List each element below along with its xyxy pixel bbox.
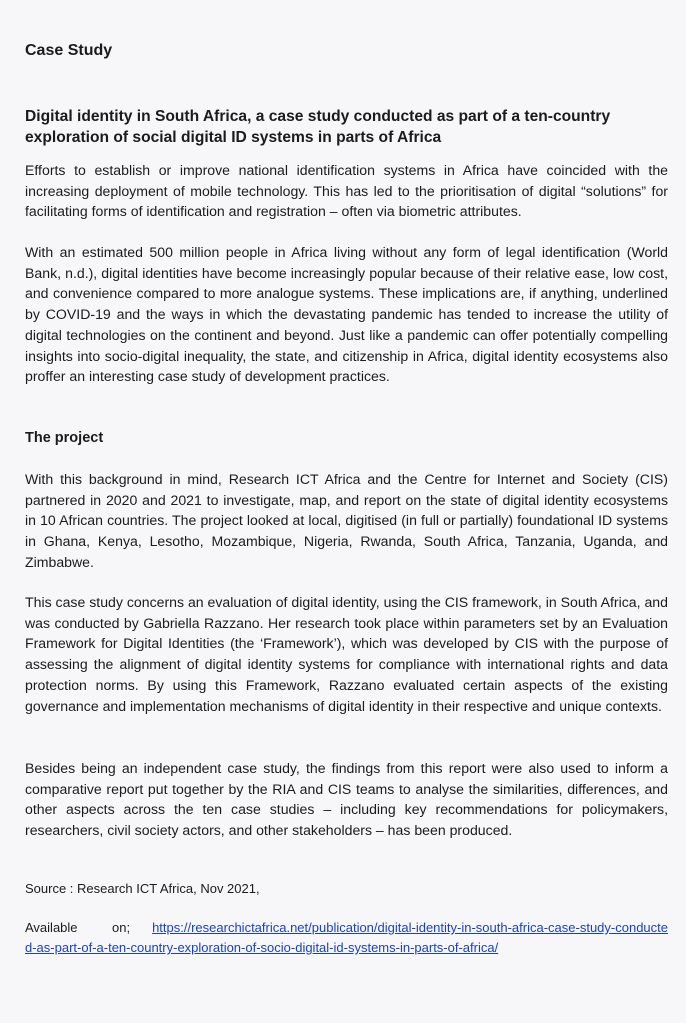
source-link[interactable]: https://researchictafrica.net/publication/digital-identity-in-south-africa-case-study-conducted-as-part-of-a-ten-country-exploration-of-socio-digital-id-systems-in-parts-of-africa/ bbox=[25, 920, 668, 955]
paragraph-intro: Efforts to establish or improve national identification systems in Africa have coincided with the increasing deployment of mobile technology. This has led to the prioritisation of digital “solutions” for facilitating forms of identification and registration – often via biometric attributes. bbox=[25, 162, 668, 220]
section-label: Case Study bbox=[25, 42, 113, 59]
subheading-project: The project bbox=[25, 430, 104, 446]
paragraph-project: With this background in mind, Research ICT Africa and the Centre for Internet and Society (CIS) partnered in 2020 and 2021 to investigate, map, and report on the state of digital identity ecosystems in 10 African countries. The project looked at local, digitised (in full or partially) foundational ID systems in Ghana, Kenya, Lesotho, Mozambique, Nigeria, Rwanda, South Africa, Tanzania, Uganda, and Zimbabwe. bbox=[25, 471, 668, 570]
available-label: Available on; bbox=[25, 920, 131, 935]
paragraph-comparative: Besides being an independent case study, the findings from this report were also used to inform a comparative report put together by the RIA and CIS teams to analyse the similarities, differences, and other aspects across the ten case studies – including key recommendations for policymakers, researchers, civil society actors, and other stakeholders – has been produced. bbox=[25, 760, 668, 839]
paragraph-context: With an estimated 500 million people in Africa living without any form of legal identification (World Bank, n.d.), digital identities have become increasingly popular because of their relative ease, low cost, and convenience compared to more analogue systems. These implications are, if anything, underlined by COVID-19 and the ways in which the devastating pandemic has tended to increase the utility of digital technologies on the continent and beyond. Just like a pandemic can offer potentially compelling insights into socio-digital inequality, the state, and citizenship in Africa, digital identity ecosystems also proffer an interesting case study of development practices. bbox=[25, 244, 668, 385]
paragraph-evaluation: This case study concerns an evaluation of digital identity, using the CIS framework, in South Africa, and was conducted by Gabriella Razzano. Her research took place within parameters set by an Evaluation Framework for Digital Identities (the ‘Framework’), which was developed by CIS with the purpose of assessing the alignment of digital identity systems for compliance with international rights and data protection norms. By using this Framework, Razzano evaluated certain aspects of the existing governance and implementation mechanisms of digital identity in their respective and unique contexts. bbox=[25, 594, 668, 714]
source-line: Source : Research ICT Africa, Nov 2021, bbox=[25, 881, 260, 896]
available-line bbox=[25, 918, 668, 958]
document-title: Digital identity in South Africa, a case study conducted as part of a ten-country exploration of social digital ID systems in parts of Africa bbox=[25, 108, 611, 146]
